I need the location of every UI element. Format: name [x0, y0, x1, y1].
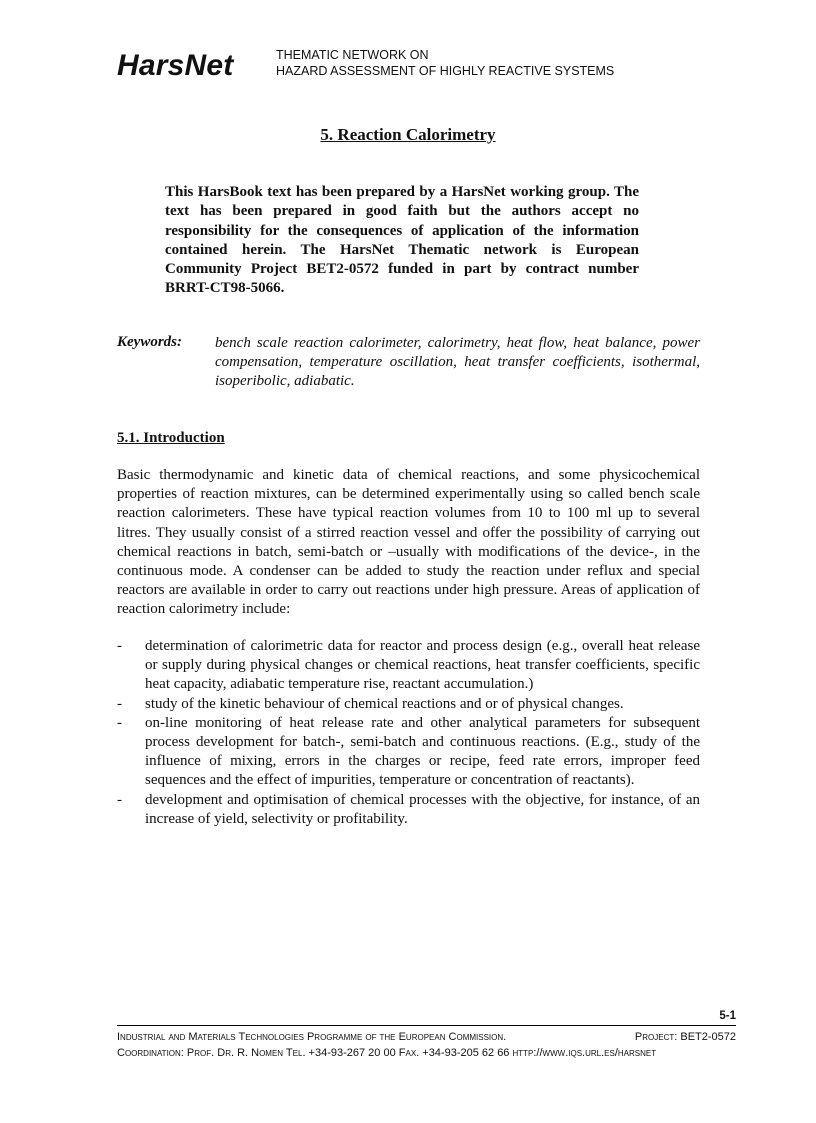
section-heading: 5.1. Introduction	[117, 430, 225, 446]
harsnet-logo: HarsNet	[117, 49, 234, 82]
bullet-dash: -	[117, 791, 122, 808]
bullet-dash: -	[117, 638, 122, 654]
header-subtitle	[276, 48, 614, 79]
list-item-text: determination of calorimetric data for reactor and process design (e.g., overall heat release or supply during physical changes or chemical reactions, heat transfer coefficients, specific heat capacity, adiabatic temperature rise, reactant accumulation.)	[145, 638, 700, 693]
list-item-text: on-line monitoring of heat release rate and other analytical parameters for subsequent process development for batch-, semi-batch and continuous reactions. (E.g., study of the influence of mixing, errors in the charges or recipe, feed rate errors, improper feed sequences and the effect of impurities, temperature or concentration of reactants).	[145, 714, 700, 789]
list-item	[117, 791, 700, 829]
list-item	[117, 695, 700, 714]
bullet-dash: -	[117, 695, 122, 712]
header-subtitle-line1: THEMATIC NETWORK ON	[276, 48, 429, 62]
list-item	[117, 637, 700, 695]
page-number: 5-1	[719, 1010, 736, 1022]
page-title	[0, 125, 816, 145]
footer-programme: Industrial and Materials Technologies Programme of the European Commission.	[117, 1031, 507, 1043]
footer-programme-line	[117, 1031, 736, 1043]
list-item-text: study of the kinetic behaviour of chemical reactions and or of physical changes.	[145, 695, 624, 712]
list-item	[117, 714, 700, 791]
disclaimer-paragraph: This HarsBook text has been prepared by a HarsNet working group. The text has been prepared in good faith but the authors accept no responsibility for the consequences of application of the information contained herein. The HarsNet Thematic network is European Community Project BET2-0572 funded in part by contract number BRRT-CT98-5066.	[165, 184, 639, 297]
keywords-text: bench scale reaction calorimeter, calorimetry, heat flow, heat balance, power compensation, temperature oscillation, heat transfer coefficients, isothermal, isoperibolic, adiabatic.	[215, 335, 700, 389]
application-list	[117, 637, 700, 829]
keywords-label: Keywords:	[117, 334, 182, 350]
bullet-dash: -	[117, 714, 122, 731]
footer-coordination: Coordination: Prof. Dr. R. Nomen Tel. +34-93-267 20 00 Fax. +34-93-205 62 66 http://www.iqs.url.es/harsnet	[117, 1047, 657, 1059]
page-title-text: 5. Reaction Calorimetry	[320, 125, 496, 144]
footer-divider	[117, 1025, 736, 1026]
footer-project: Project: BET2-0572	[634, 1031, 736, 1043]
header-subtitle-line2: HAZARD ASSESSMENT OF HIGHLY REACTIVE SYSTEMS	[276, 63, 615, 78]
intro-paragraph: Basic thermodynamic and kinetic data of chemical reactions, and some physicochemical properties of reaction mixtures, can be determined experimentally using so called bench scale reaction calorimeters. These have typical reaction volumes from 10 to 100 ml up to several litres. They usually consist of a stirred reaction vessel and offer the possibility of carrying out chemical reactions in batch, semi-batch or –usually with modifications of the device-, in the continuous mode. A condenser can be added to study the reaction under reflux and special reactors are available in order to carry out reactions under high pressure. Areas of application of reaction calorimetry include:	[117, 467, 700, 618]
list-item-text: development and optimisation of chemical processes with the objective, for instance, of an increase of yield, selectivity or profitability.	[145, 791, 700, 827]
